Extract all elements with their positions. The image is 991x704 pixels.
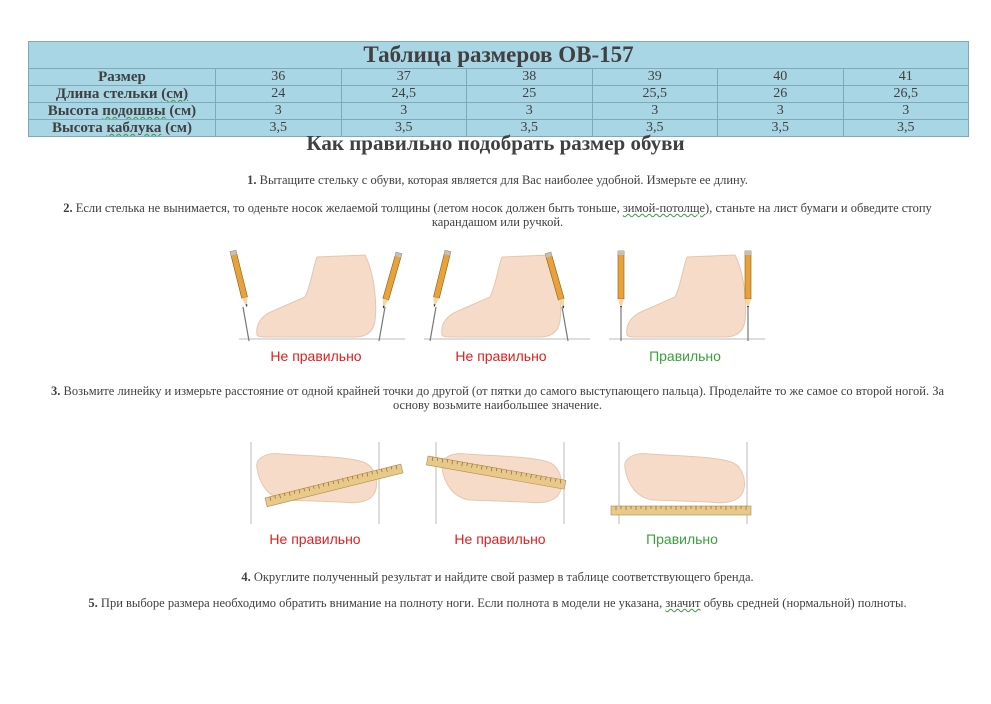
table-cell: 41 [843,69,969,86]
table-cell: 26,5 [843,86,969,103]
step-2-text: 2. Если стелька не вынимается, то оденьте носок желаемой толщины (летом носок должен быть тоньше, зимой-потолще), станьте на лист бумаги и обведите стопу карандашом или ручкой. [63,201,932,229]
table-row [29,103,969,120]
label-right-1: Правильно [649,348,721,364]
pencil-tracing-illustration [225,245,765,345]
row-label: Высота каблука (см) [29,120,216,137]
table-cell: 37 [341,69,467,86]
label-wrong-1: Не правильно [270,348,362,364]
table-cell: 38 [467,69,593,86]
size-table-title: Таблица размеров OB-157 [29,42,969,69]
row-label: Длина стельки (см) [29,86,216,103]
table-row [29,69,969,86]
step-1-text: 1. Вытащите стельку с обуви, которая является для Вас наиболее удобной. Измерьте ее длину. [247,173,748,187]
table-row [29,86,969,103]
table-cell: 36 [216,69,342,86]
table-cell: 3 [467,103,593,120]
table-cell: 3 [341,103,467,120]
table-cell: 3,5 [843,120,969,137]
table-cell: 3,5 [592,120,718,137]
table-cell: 3,5 [467,120,593,137]
step-5-text: 5. При выборе размера необходимо обратить внимание на полноту ноги. Если полнота в модели не указана, значит обувь средней (нормальной) полноты. [88,596,907,610]
row-label: Размер [29,69,216,86]
foot-right [609,251,765,341]
howto-title: Как правильно подобрать размер обуви [306,131,685,155]
table-cell: 25 [467,86,593,103]
ruler-wrong-2 [426,442,565,524]
ruler-measuring-illustration [245,440,765,530]
table-cell: 3,5 [718,120,844,137]
table-cell: 3 [718,103,844,120]
size-table [28,41,969,137]
table-cell: 24 [216,86,342,103]
foot-wrong-1 [230,250,405,341]
table-cell: 26 [718,86,844,103]
table-cell: 3 [216,103,342,120]
row-label: Высота подошвы (см) [29,103,216,120]
table-cell: 24,5 [341,86,467,103]
table-cell: 3 [592,103,718,120]
table-cell: 39 [592,69,718,86]
table-cell: 40 [718,69,844,86]
label-wrong-2: Не правильно [455,348,547,364]
label-wrong-4: Не правильно [454,531,546,547]
label-wrong-3: Не правильно [269,531,361,547]
ruler-wrong-1 [251,442,403,524]
label-right-2: Правильно [646,531,718,547]
table-cell: 25,5 [592,86,718,103]
table-cell: 3 [843,103,969,120]
table-cell: 3,5 [341,120,467,137]
foot-wrong-2 [424,250,590,341]
step-3-text: 3. Возьмите линейку и измерьте расстояние от одной крайней точки до другой (от пятки до самого выступающего пальца). Проделайте то же самое со второй ногой. За основу возьмите наибольшее значение. [50,384,945,412]
table-cell: 3,5 [216,120,342,137]
step-4-text: 4. Округлите полученный результат и найдите свой размер в таблице соответствующего бренда. [241,570,754,584]
ruler-right [611,442,751,524]
